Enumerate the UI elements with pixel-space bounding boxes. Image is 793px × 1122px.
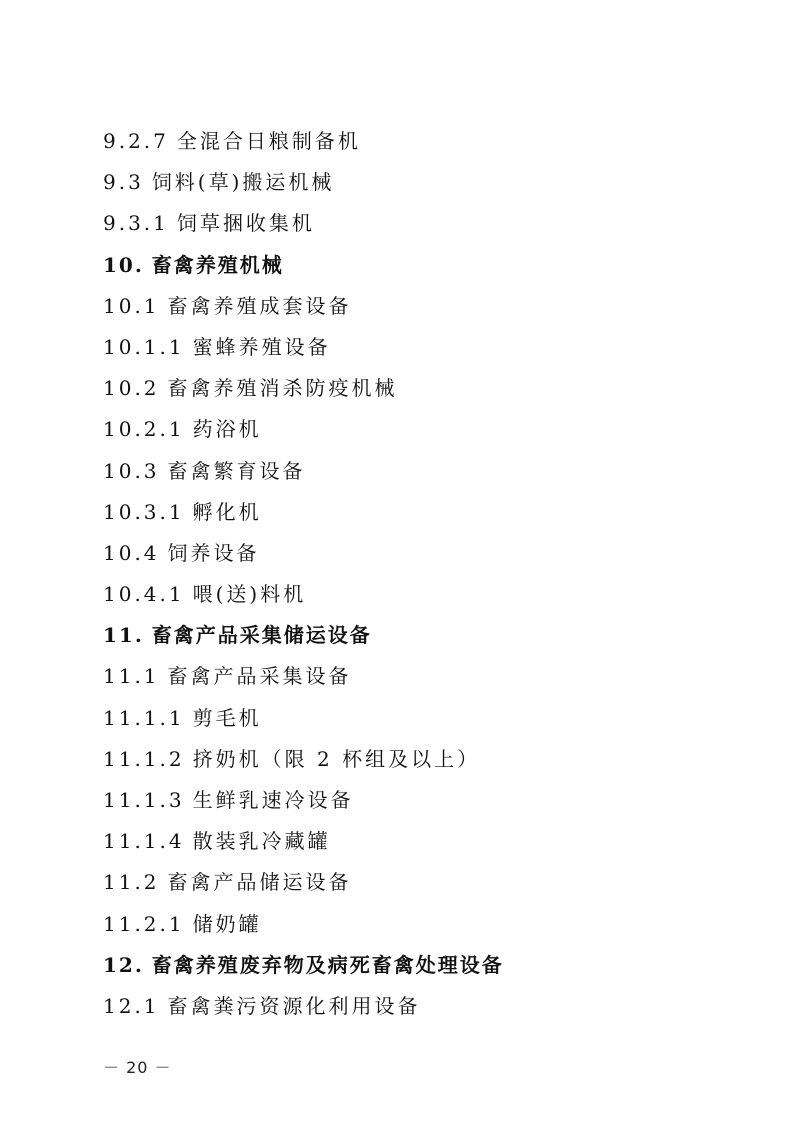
item-number: 12.1 bbox=[103, 993, 160, 1018]
item-number: 10. bbox=[103, 252, 144, 277]
item-number: 10.2.1 bbox=[103, 417, 185, 442]
item-number: 11.1.4 bbox=[103, 829, 185, 854]
catalog-item bbox=[103, 656, 743, 697]
item-number: 11.1.3 bbox=[103, 788, 185, 812]
catalog-item bbox=[103, 986, 743, 1027]
item-number: 10.4.1 bbox=[103, 582, 185, 607]
item-text: 畜禽养殖废弃物及病死畜禽处理设备 bbox=[151, 952, 504, 977]
section-heading bbox=[103, 615, 743, 656]
catalog-item bbox=[103, 121, 743, 162]
item-number: 11.2 bbox=[103, 870, 160, 895]
catalog-item bbox=[103, 492, 743, 533]
page-number: － 20 － bbox=[103, 1058, 172, 1077]
catalog-item bbox=[103, 533, 743, 574]
item-number: 11. bbox=[103, 623, 144, 648]
catalog-item bbox=[103, 203, 743, 244]
catalog-item bbox=[103, 698, 743, 739]
item-text: 孵化机 bbox=[192, 499, 262, 524]
item-number: 10.3 bbox=[103, 458, 160, 483]
item-text: 畜禽养殖机械 bbox=[151, 252, 284, 277]
item-text: 畜禽繁育设备 bbox=[167, 458, 306, 483]
item-text: 蜜蜂养殖设备 bbox=[192, 334, 331, 359]
catalog-item bbox=[103, 409, 743, 450]
item-number: 10.1.1 bbox=[103, 334, 185, 359]
item-text: 储奶罐 bbox=[192, 911, 262, 936]
item-text: 喂(送)料机 bbox=[192, 582, 307, 607]
catalog-item bbox=[103, 862, 743, 903]
catalog-item bbox=[103, 739, 743, 780]
item-text: 剪毛机 bbox=[192, 705, 262, 730]
item-number: 9.3.1 bbox=[103, 211, 169, 236]
item-text: 畜禽产品采集设备 bbox=[167, 664, 352, 689]
item-number: 10.3.1 bbox=[103, 499, 185, 524]
section-heading bbox=[103, 945, 743, 986]
catalog-item bbox=[103, 162, 743, 203]
item-text: 畜禽产品储运设备 bbox=[167, 870, 352, 895]
catalog-item bbox=[103, 368, 743, 409]
catalog-item bbox=[103, 904, 743, 945]
item-text: 饲养设备 bbox=[167, 540, 260, 565]
item-text: 畜禽养殖成套设备 bbox=[167, 293, 352, 318]
item-text: 畜禽粪污资源化利用设备 bbox=[167, 993, 421, 1018]
item-text: 药浴机 bbox=[192, 417, 262, 442]
item-text: 畜禽养殖消杀防疫机械 bbox=[167, 376, 398, 401]
item-text: 全混合日粮制备机 bbox=[176, 129, 361, 153]
catalog-list bbox=[103, 121, 743, 1027]
item-text: 饲草捆收集机 bbox=[176, 211, 315, 236]
item-text: 生鲜乳速冷设备 bbox=[192, 788, 354, 812]
item-number: 10.1 bbox=[103, 293, 160, 318]
item-number: 12. bbox=[103, 952, 144, 977]
item-text: 散装乳冷藏罐 bbox=[192, 829, 331, 854]
item-number: 11.2.1 bbox=[103, 911, 185, 936]
item-text: 挤奶机（限 2 杯组及以上） bbox=[192, 746, 481, 771]
catalog-item bbox=[103, 821, 743, 862]
catalog-item bbox=[103, 574, 743, 615]
catalog-item bbox=[103, 780, 743, 821]
section-heading bbox=[103, 245, 743, 286]
item-number: 11.1 bbox=[103, 664, 160, 689]
item-number: 10.4 bbox=[103, 540, 160, 565]
item-number: 11.1.1 bbox=[103, 705, 185, 730]
catalog-item bbox=[103, 286, 743, 327]
item-text: 饲料(草)搬运机械 bbox=[151, 170, 335, 195]
item-text: 畜禽产品采集储运设备 bbox=[151, 623, 372, 648]
catalog-item bbox=[103, 327, 743, 368]
item-number: 10.2 bbox=[103, 376, 160, 401]
item-number: 9.2.7 bbox=[103, 129, 169, 153]
item-number: 11.1.2 bbox=[103, 746, 185, 771]
catalog-item bbox=[103, 451, 743, 492]
item-number: 9.3 bbox=[103, 170, 144, 195]
